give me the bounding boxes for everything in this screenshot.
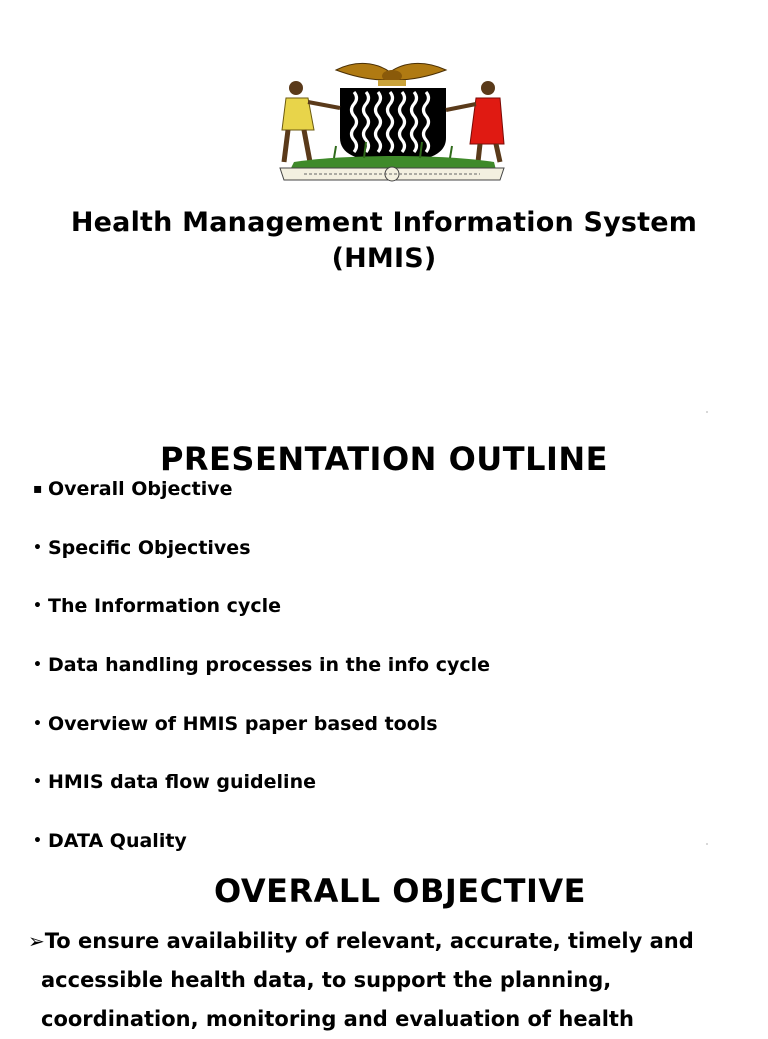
objective-body [28, 922, 748, 1039]
arrow-bullet-icon: ➢ [28, 929, 45, 953]
outline-item-text: HMIS data flow guideline [48, 771, 316, 794]
page-subtitle [0, 241, 768, 277]
bullet-icon: • [33, 657, 42, 674]
right-supporter-figure [446, 81, 504, 162]
bullet-icon: • [33, 539, 42, 556]
objective-line-2: accessible health data, to support the planning, [41, 968, 612, 992]
bullet-icon: • [33, 774, 42, 791]
left-supporter-figure [282, 81, 340, 162]
bullet-icon: • [33, 833, 42, 850]
outline-item [33, 591, 490, 650]
coat-of-arms-emblem [274, 58, 510, 182]
eagle-icon [336, 63, 446, 86]
speck [706, 843, 708, 845]
title-line-1: Health Management Information System [70, 207, 698, 238]
outline-heading: PRESENTATION OUTLINE [159, 440, 609, 478]
shield-icon [340, 88, 446, 162]
title-line-2: (HMIS) [331, 243, 437, 274]
outline-item-text: Data handling processes in the info cycle [48, 654, 491, 677]
outline-item [33, 709, 490, 768]
outline-item-text: DATA Quality [48, 830, 187, 853]
page-title [0, 205, 768, 241]
objective-heading: OVERALL OBJECTIVE [214, 872, 586, 910]
objective-line-1: To ensure availability of relevant, accurate, timely and [44, 929, 694, 953]
outline-item-text: Overview of HMIS paper based tools [48, 712, 438, 735]
bullet-icon: ▪ [33, 481, 43, 497]
bullet-icon: • [33, 598, 42, 615]
outline-item-text: The Information cycle [48, 595, 281, 618]
bullet-icon: • [33, 715, 42, 732]
motto-ribbon [280, 167, 504, 181]
speck [706, 411, 708, 413]
outline-item-text: Specific Objectives [48, 536, 251, 559]
outline-item [33, 533, 490, 592]
outline-item [33, 767, 490, 826]
outline-item-text: Overall Objective [48, 478, 233, 500]
outline-item [33, 650, 490, 709]
outline-item [33, 474, 490, 533]
outline-list [33, 474, 490, 885]
objective-line-3: coordination, monitoring and evaluation of health [41, 1007, 634, 1031]
